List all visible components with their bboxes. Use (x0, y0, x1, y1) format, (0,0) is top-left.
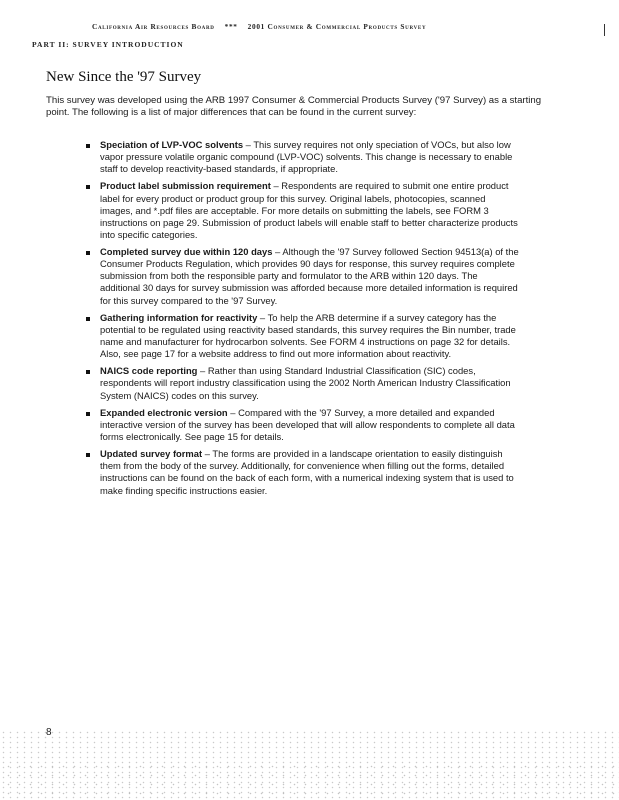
section-title: New Since the '97 Survey (46, 69, 202, 85)
item-body: – The forms are provided in a landscape orientation to easily distinguish them from the body of the survey. Additionally, for convenience when filling out the forms, detailed instructions can be found on the back of each form, with a numerical indexing system that is used to make finding specific instructions easier. (100, 448, 514, 496)
part-label: PART II: SURVEY INTRODUCTION (32, 40, 184, 49)
bullet-icon (86, 317, 90, 321)
item-heading: Completed survey due within 120 days (100, 246, 273, 258)
list-item (65, 180, 520, 240)
bullet-icon (86, 412, 90, 416)
item-heading: Product label submission requirement (100, 180, 271, 192)
item-body: – Compared with the '97 Survey, a more detailed and expanded interactive version of the survey has been developed that will allow respondents to complete all data forms electronically. See page 15 for details. (100, 406, 515, 442)
scan-noise (0, 760, 619, 800)
item-body: – To help the ARB determine if a survey category has the potential to be regulated using reactivity based standards, this survey requires the Bin number, trade name and manufacturer for hydrocarbon solvents. See FORM 4 instructions on page 32 for details. Also, see page 17 for a website address to find out more information about reactivity. (100, 311, 516, 360)
item-heading: NAICS code reporting (100, 365, 198, 377)
header-margin-rule (604, 24, 605, 36)
list-item (65, 365, 520, 401)
page-number: 8 (46, 727, 52, 738)
item-heading: Expanded electronic version (100, 406, 228, 418)
header-separator: *** (224, 22, 238, 31)
item-body: – Rather than using Standard Industrial Classification (SIC) codes, respondents will report industry classification using the 2002 North American Industry Classification System (NAICS) codes on this survey. (100, 365, 511, 401)
header-left: California Air Resources Board (92, 22, 215, 31)
item-heading: Updated survey format (100, 448, 203, 460)
item-heading: Speciation of LVP-VOC solvents (100, 139, 244, 150)
changes-list (65, 139, 520, 502)
list-item (65, 407, 520, 443)
list-item (65, 448, 520, 496)
list-item (65, 312, 520, 360)
bullet-icon (86, 185, 90, 189)
intro-paragraph: This survey was developed using the ARB 1997 Consumer & Commercial Products Survey ('97 Survey) as a starting point. The following is a list of major differences that can be found in the current survey: (46, 95, 542, 119)
bullet-icon (86, 453, 90, 457)
running-header (92, 22, 522, 31)
bullet-icon (86, 251, 90, 255)
header-right: 2001 Consumer & Commercial Products Survey (247, 22, 427, 31)
item-body: – Respondents are required to submit one entire product label for every product or product group for this survey. Original labels, photocopies, scanned images, and *.pdf files are acceptable. For more details on submitting the labels, see FORM 3 instructions on page 29. Submission of product labels will enable staff to better characterize products into specific categories. (100, 180, 518, 240)
item-body: – Although the '97 Survey followed Section 94513(a) of the Consumer Products Regulation, which provides 90 days for response, this survey requires complete submission from both the responsible party and formulator to the ARB within 120 days. The additional 30 days for survey submission was afforded because more detailed information is required for this survey compared to the '97 Survey. (100, 246, 519, 306)
item-body: – This survey requires not only speciation of VOCs, but also low vapor pressure volatile organic compound (LVP-VOC) solvents. This change is necessary to enable staff to develop reactivity-based standards, if appropriate. (100, 139, 513, 175)
item-heading: Gathering information for reactivity (100, 311, 258, 323)
bullet-icon (86, 144, 90, 148)
bullet-icon (86, 370, 90, 374)
list-item (65, 139, 520, 175)
list-item (65, 246, 520, 306)
